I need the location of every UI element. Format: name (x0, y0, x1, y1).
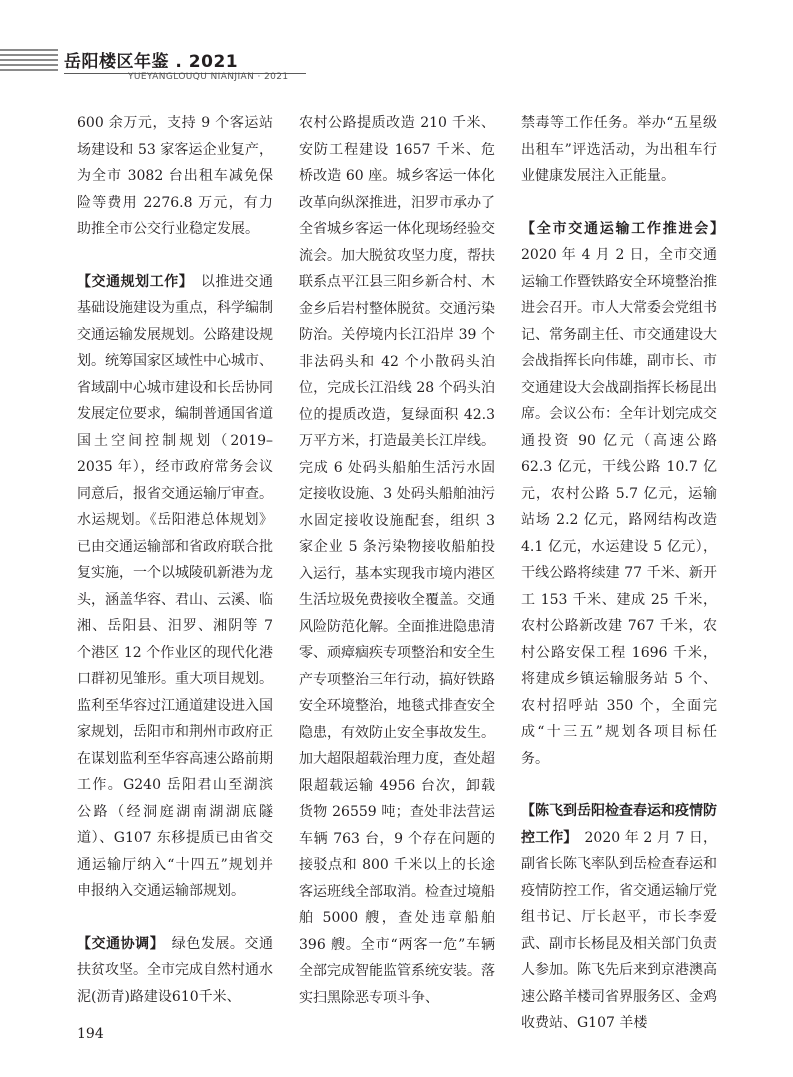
header-decoration-lines (0, 49, 58, 74)
section-chenfei-inspection (521, 798, 717, 1037)
section-heading: 【陈飞到岳阳检查春运和疫情防控工作】 (521, 803, 717, 846)
text-column-2 (299, 110, 495, 1011)
section-coordination (77, 931, 273, 1011)
section-heading: 【交通协调】 (77, 935, 158, 952)
running-header-subtitle: YUEYANGLOUQU NIANJIAN · 2021 (128, 72, 289, 82)
paragraph: 农村公路提质改造 210 千米、安防工程建设 1657 千米、危桥改造 60 座。城乡客运一体化改革向纵深推进，汨罗市承办了全省城乡客运一体化现场经验交流会。加大脱贫攻坚力度，帮扶联系点平江县三阳乡新合村、木金乡后岩村整体脱贫。交通污染防治。关停境内长江沿岸 39 个非法码头和 42 个小散码头泊位，完成长江沿线 28 个码头泊位的提质改造，复绿面积 42.3 万平方米，打造最美长江岸线。完成 6 处码头船舶生活污水固定接收设施、3 处码头船舶油污水固定接收设施配套，组织 3 家企业 5 条污染物接收船舶投入运行，基本实现我市境内港区生活垃圾免费接收全覆盖。交通风险防范化解。全面推进隐患清零、顽瘴痼疾专项整治和安全生产专项整治三年行动，搞好铁路安全环境整治，地毯式排查安全隐患，有效防止安全事故发生。加大超限超载治理力度，查处超限超载运输 4956 台次，卸载货物 26559 吨；查处非法营运车辆 763 台，9 个存在问题的接驳点和 800 千米以上的长途客运班线全部取消。检查过境船舶 5000 艘，查处违章船舶 396 艘。全市“两客一危”车辆全部完成智能监管系统安装。落实扫黑除恶专项斗争、 (299, 115, 495, 1006)
text-column-3 (521, 110, 717, 1037)
section-body: 以推进交通基础设施建设为重点，科学编制交通运输发展规划。公路建设规划。统筹国家区域性中心城市、省域副中心城市建设和长岳协同发展定位要求，编制普通国省道国土空间控制规划（2019–2035 年），经市政府常务会议同意后，报省交通运输厅审查。水运规划。《岳阳港总体规划》已由交通运输部和省政府联合批复实施，一个以城陵矶新港为龙头，涵盖华容、君山、云溪、临湘、岳阳县、汨罗、湘阴等 7 个港区 12 个作业区的现代化港口群初见雏形。重大项目规划。监利至华容过江通道建设进入国家规划，岳阳市和荆州市政府正在谋划监利至华容高速公路前期工作。G240 岳阳君山至湖滨公路（经洞庭湖南湖湖底隧道）、G107 东移提质已由省交通运输厅纳入“十四五”规划并申报纳入交通运输部规划。 (77, 273, 274, 899)
text-column-1 (77, 110, 273, 1010)
page-number: 194 (77, 1026, 104, 1042)
paragraph: 600 余万元，支持 9 个客运站场建设和 53 家客运企业复产，为全市 3082 台出租车减免保险等费用 2276.8 万元，有力助推全市公交行业稳定发展。 (77, 115, 273, 237)
section-body: 2020 年 2 月 7 日，副省长陈飞率队到岳检查春运和疫情防控工作，省交通运输厅党组书记、厅长赵平，市长李爱武、副市长杨昆及相关部门负责人参加。陈飞先后来到京港澳高速公路羊楼司省界服务区、金鸡收费站、G107 羊楼 (521, 829, 718, 1031)
section-transport-meeting (521, 216, 717, 773)
section-body: 绿色发展。交通扶贫攻坚。全市完成自然村通水泥(沥青)路建设610千米、 (77, 935, 274, 1005)
section-heading: 【全市交通运输工作推进会】 (521, 220, 717, 237)
section-heading: 【交通规划工作】 (77, 273, 187, 290)
section-body: 2020 年 4 月 2 日，全市交通运输工作暨铁路安全环境整治推进会召开。市人大常委会党组书记、常务副主任、市交通建设大会战指挥长向伟雄，副市长、市交通建设大会战副指挥长杨昆出席。会议公布：全年计划完成交通投资 90 亿元（高速公路 62.3 亿元，干线公路 10.7 亿元，农村公路 5.7 亿元，运输站场 2.2 亿元，路网结构改造 4.1 亿元，水运建设 5 亿元），干线公路将续建 77 千米、新开工 153 千米、建成 25 千米，农村公路新改建 767 千米，农村公路安保工程 1696 千米，将建成乡镇运输服务站 5 个、农村招呼站 350 个，全面完成“十三五”规划各项目标任务。 (521, 247, 717, 767)
paragraph: 禁毒等工作任务。举办“五星级出租车”评选活动，为出租车行业健康发展注入正能量。 (521, 115, 717, 184)
running-header-title: 岳阳楼区年鉴 . 2021 (64, 52, 239, 72)
section-planning (77, 269, 273, 905)
